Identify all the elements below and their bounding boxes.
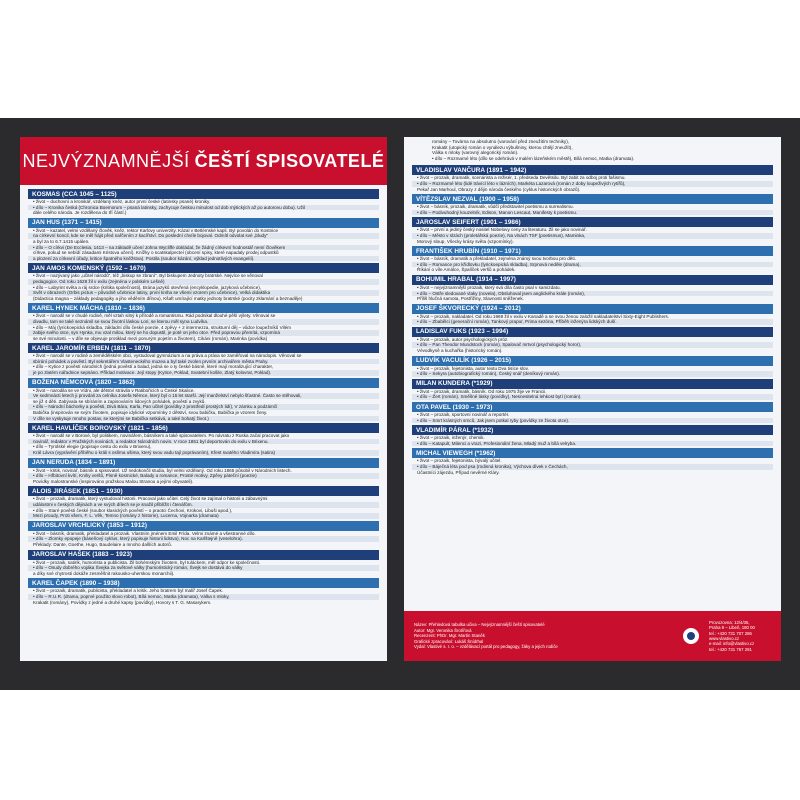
author-text-line: • život – prozaik, fejetonista, autor textu Dva tisíce slov. <box>417 365 529 371</box>
author-text-line: • dílo – R.U.R. (drama, poprvé použito slovo robot), Bílá nemoc, Matka (dramata), Válka s mloky, <box>28 594 379 600</box>
author-entry <box>28 458 379 485</box>
author-text-line: a byl za to 6.7.1415 upálen. <box>33 238 90 244</box>
author-text-line: • život – první a jediný český nositel Nobelovy ceny za literaturu. Žil se jako novinář. <box>417 227 587 233</box>
author-text-line: sbírání pohádek a pověstí. Byl sekretářem Vlasteneckého muzea a byl také zvolen prvním archivářem města Prahy. <box>28 359 379 365</box>
author-header: LUDVÍK VACULÍK (1926 – 2015) <box>412 356 773 366</box>
footer-line: Vydal: Vlastivé s. r. o. – vzdělávací portál pro pedagogy, žáky a jejich rodiče <box>414 644 558 650</box>
author-text-line: • život – prozaik, nakladatel. Od roku 1969 žil v exilu v Kanadě a se svou ženou založil nakladatelství Sixty-Eight Publishers. <box>417 313 670 319</box>
author-text-line: • dílo – Rozmarné léto (lidé trávící léto v lázních), Markéta Lazarová (román z doby loupeživých rytířů), <box>412 181 773 187</box>
footer-line: Recenzent: PhDr. Mgr. Martin Staněk <box>414 633 485 639</box>
author-header: ALOIS JIRÁSEK (1851 – 1930) <box>28 486 379 496</box>
author-text-line: • život – básník, dramatik a překladatel, zejména známý svou tvorbou pro děti. <box>417 256 576 262</box>
author-header: BOHUMIL HRABAL (1914 – 1997) <box>412 275 773 285</box>
author-entry <box>412 275 773 302</box>
publisher-logo-icon <box>683 628 699 644</box>
author-text-line: • dílo – Kytice z pověstí národních (jedná pověstí a balad, jedná se o ty české básně, které mají moralizující charakter, <box>33 364 274 370</box>
author-entry <box>412 379 773 400</box>
author-text-line: • dílo – Katapult, Milenci a vrazi, Profesionální žena, Mladý muž a bílá velryba. <box>412 441 773 447</box>
author-text-line: událostmi v českých dějinách a ve svých dílech se je snažil přiblížit i čtenářům. <box>28 502 379 508</box>
author-text-line: • dílo – Báječná léta pod psa (rodinná kronika), Výchova dívek v Čechách, <box>412 464 773 470</box>
author-text-line: pedagogice. Od roku 1628 žil v exilu (zejména v polském Lešně) <box>28 279 379 285</box>
author-text-line: Krakatit (romány), Povídky z jedné a druhé kapsy (povídky), Hovory s T. G. Masarykem. <box>33 599 212 605</box>
author-text-line: • dílo – Romance pro křídlovku (lyrickoepická skladba), Srpnová neděle (drama), <box>412 262 773 268</box>
author-entry <box>412 194 773 215</box>
author-header: JAN AMOS KOMENSKÝ (1592 – 1670) <box>28 263 379 273</box>
author-text-line: (Didactica magna – základy pedagogiky a jiho věděním dílnou), Kšaft umírající matky jednoty bratrské (pocity zklamání a beznaděje) <box>33 295 303 301</box>
author-text-line: • život – prozaik, fejetonista, bývalý učitel. <box>417 458 502 464</box>
author-text-line: Babička (inspirován se svým životem, popisuje idylické vzpomínky z dětství, svou babičku, Babička je vzorem ženy. <box>33 410 268 416</box>
author-text-line: • život – narodil se v Borové, byl politikem, novinářem, básníkem a také spisovatelem. Po návratu z Ruska začal pracovat jako <box>33 433 290 439</box>
title-bold: ČEŠTÍ SPISOVATELÉ <box>194 150 385 171</box>
author-text-line: • život – prozaik, dramatik, který vystudoval historii. Pracoval jako učitel. Celý život se zajímal o historii a zábavnými <box>33 496 268 502</box>
author-text-line: • dílo – Pan Theodor Mundstock (román), Spalovač mrtvol (psychologický horor), <box>412 342 773 348</box>
author-text-line: • dílo – O církvi (De Ecclesia, 1413 – na základě učení Johna Wycliffe dokládal, že žádný církevní hodnostář nemí člověkem <box>28 245 379 251</box>
author-text-line: a díky své chytrosti dokáže zesměšnit rakousko-uherskou monarchii). <box>33 570 175 576</box>
author-text-line: novinář, redaktor v Pražských novinách, a redaktor Národních novin. V roce 1851 byl deportován do exilu v Brixenu. <box>28 439 379 445</box>
author-header: MICHAL VIEWEGH (*1962) <box>412 448 773 458</box>
contact-line: Praha 9 – Libeň, 180 00 <box>709 625 755 631</box>
author-header: LADISLAV FUKS (1923 – 1994) <box>412 327 773 337</box>
author-text-line: • dílo – Tyrolské elegie (popisuje cestu do exilu v Brixenu), <box>33 444 152 450</box>
author-text-line: • život – kazatel, velmi vzdělaný člověk, kněz, rektor Karlovy univerzity. Kázal v Betlémské kapli. Byl povolán do Kostnice <box>33 227 279 233</box>
continuation-line: • dílo – Rozmarné léto (dílo se odehrává v malém lázeňském městě), Bílá nemoc, Matka (dramata). <box>432 155 635 161</box>
author-text-line: • život – prozaik, autor psychologických próz. <box>417 336 509 342</box>
author-text-line: • dílo – Hřbitovní kvítí, Knihy veršů, Písně kosmické, Balady a romance, Prosté motivy, Zpěvy páteční (poezie) <box>28 473 379 479</box>
footer-line: Autor: Mgr. Veronika Šrotířová <box>414 627 472 633</box>
author-text-line: • život – prozaik, inženýr, chemik. <box>417 435 485 441</box>
author-text-line: zabije svého otce, syn Hynka, mu vzal milou, který se ho dopustil, je poté on jeho otce. Před popravou přemítá, vzpomíná <box>28 330 379 336</box>
contact-line: tel.: +420 731 707 286 <box>709 630 752 636</box>
author-text-line: • život – nazývaný jako „učitel národů“, též „biskup se zbraní“. Byl biskupem Jednoty bratrské. Nejvíce se věnoval <box>33 273 263 279</box>
author-text-line: • život – narodil se v chudé rodině, měl vztah silný k přírodě a romantismu. Rád podnikal dlouhé pěší výlety. Věnoval se <box>33 313 276 319</box>
author-text-line: na církevní koncil, kde se měl hájit před nařčením z kacířství. Do poslední chvíle bojoval. Odmítl odvolat své „bludy“ <box>28 233 379 239</box>
author-header: KAREL JAROMÍR ERBEN (1811 – 1870) <box>28 343 379 353</box>
author-text-line: • život – prozaik, satirik, humorista a publicista. Žil bohémským životem, byl tuláckem, měl odpor ke společnosti. <box>33 559 261 565</box>
author-header: JAN NERUDA (1834 – 1891) <box>28 458 379 468</box>
author-entry <box>412 217 773 244</box>
author-entry <box>28 303 379 341</box>
author-header: VLADIMÍR PÁRAL (*1932) <box>412 425 773 435</box>
author-text-line: Mezi proudy, Proti všem, F. L. Věk, Temno (romány z historie), Lucerna, Vojnarka (dramata) <box>28 513 379 519</box>
author-entry <box>28 343 379 375</box>
author-text-line: • život – nejvýznamnější prozaik, který svá díla často psal v samizdatu. <box>417 284 561 290</box>
author-text-line: divadlu, tam se také seznámil se svou životní láskou Lori, se kterou měl syna Ludvíka. <box>28 319 379 325</box>
author-entry <box>412 402 773 423</box>
author-header: OTA PAVEL (1930 – 1973) <box>412 402 773 412</box>
author-entry <box>412 356 773 377</box>
page-title <box>20 137 387 185</box>
author-text-line: Pekař Jan Marhoul, Obrazy z dějin národa českého (cyklus historických obrazů). <box>417 186 581 192</box>
author-header: JAN HUS (1371 – 1415) <box>28 218 379 228</box>
author-text-line: Svět v obrazech (Orbis pictus – původně učebnice latiny, první kniha se všemi vzorem pro učebnice), Velká didaktika <box>28 290 379 296</box>
author-text-line: Povídky malostranské (inspirováno pražskou Malou Stranou a jejími obyvateli). <box>33 478 194 484</box>
author-text-line: Příliš hlučná samota, Postřižiny, Slavnosti sněženek. <box>417 296 524 302</box>
author-entry <box>28 578 379 605</box>
author-entry <box>412 165 773 192</box>
author-text-line: Vévodkyně a kuchařka (historický román). <box>417 348 503 354</box>
author-header: MILAN KUNDERA (*1929) <box>412 379 773 389</box>
author-text-line: • dílo – Ostře sledované vlaky (novela), Obsluhoval jsem anglického krále (román), <box>412 291 773 297</box>
author-text-line: • život – básník, dramatik, překladatel a prozaik. Vlastním jménem Emil Frída. Velmi známé a všestranné dílo. <box>33 530 256 536</box>
author-text-line: Morový sloup, Všecky krásy světa (vzpomínky). <box>417 238 514 244</box>
author-entry <box>412 327 773 354</box>
author-entry <box>28 550 379 577</box>
author-text-line: • dílo – Podivuhodný kouzelník, Edison, Manon Lescaut, Manifesty k poetismu. <box>412 210 773 216</box>
author-text-line: • dílo – Sekyra (autobiografický román), Český snář (deníkový román). <box>412 371 773 377</box>
footer-line: Název: Přehledová tabulka učiva – Nejvýznamnější čeští spisovatelé <box>414 622 545 628</box>
title-light: NEJVÝZNAMNĚJŠÍ <box>22 150 190 171</box>
author-text-line: • dílo – Labyrint světa a ráj srdce (kritika společnosti), Brána jazyků otevřená (encyklopedie, jazyková učebnice), <box>33 284 262 290</box>
contact-line: tel.: +420 731 767 291 <box>709 646 752 652</box>
author-entry <box>28 486 379 518</box>
author-text-line: V díle se vyskytuje mnoho postav, se kterými se Babička setkává, a také bohatý život.) <box>28 416 379 422</box>
author-text-line: • dílo – Zlomky epopeje (báseňový cyklus, který popisuje historii lidstva), Noc na Karlštejně (veselohra). <box>28 536 379 542</box>
author-text-line: • dílo – Kronika česká (Chronica Boemorum – psaná latinsky, zachycuje českou minulost od dob mýtických až po autorovu dobu). Užil <box>28 205 379 211</box>
contact-line: www.vlastivo.cz <box>709 636 740 641</box>
author-entry <box>412 304 773 325</box>
author-entry <box>28 378 379 422</box>
author-text-line: • dílo – Národní báchorky a pověsti, Divá Bára, Karla, Pan učitel (povídky z prostředí prostých lidí), V zámku a podzámčí <box>28 404 379 410</box>
author-text-line: • život – kritik, novinář, básník a spisovatel. Už nedokončil studia, byl velmi vzdělaný. Od roku 1865 působil v Národních listech. <box>33 467 292 473</box>
author-entry <box>28 423 379 455</box>
author-text-line: • život – básník, prozaik, dramatik, vůdčí představitel poetismu a surrealismu. <box>417 204 574 210</box>
author-header: JAROSLAV VRCHLICKÝ (1853 – 1912) <box>28 521 379 531</box>
author-text-line: se již 4 děti. Zabývala se sbíráním a zapisováním lidových pohádek, pověstí a zvyků. <box>33 398 206 404</box>
contact-line: Provozovna: 12/4/35, <box>709 619 750 625</box>
author-header: KAREL HYNEK MÁCHA (1810 – 1836) <box>28 303 379 313</box>
author-header: KOSMAS (CCA 1045 – 1125) <box>28 189 379 199</box>
right-intro <box>404 137 781 161</box>
author-text-line: • život – prozaik, dramatik, básník. Od roku 1975 žije ve Francii. <box>417 388 547 394</box>
author-header: JOSEF ŠKVORECKÝ (1924 – 2012) <box>412 304 773 314</box>
author-text-line: • život – prozaik, sportovní novinář a reportér. <box>417 412 510 418</box>
author-text-line: • dílo – Město v slzách (proletářská poezie), Na vlnách TSF (poetismus), Maminka, <box>412 233 773 239</box>
author-header: JAROSLAV SEIFERT (1901 – 1986) <box>412 217 773 227</box>
author-header: FRANTIŠEK HRUBÍN (1910 – 1971) <box>412 246 773 256</box>
author-entry <box>28 189 379 216</box>
footer-contact <box>709 620 771 652</box>
author-header: KAREL HAVLÍČEK BOROVSKÝ (1821 – 1856) <box>28 423 379 433</box>
author-text-line: a plození za církevní úřady, kritice špatného kněžstva). Postila (soubor kázání, výklad jednotlivých evangelií). <box>28 256 379 262</box>
author-text-line: • život – narodil se v rodině a zemědělském obci, vystudoval gymnázium a na práva a práva se zaměřoval na národopis. Věnoval se <box>33 353 302 359</box>
poster-right-page <box>404 137 781 661</box>
author-header: VLADISLAV VANČURA (1891 – 1942) <box>412 165 773 175</box>
author-text-line: se své minulosti. – v díle se objevuje protiklad mezi ponurým pojetím a životem), Cikáni (román), Marinka (povídka) <box>33 335 268 341</box>
author-header: VÍTĚZSLAV NEZVAL (1900 – 1958) <box>412 194 773 204</box>
author-text-line: • dílo – Zbabělci (generační román), Tankový prapor, Prima sezóna, Příběh inženýra lidských duší. <box>412 319 773 325</box>
author-text-line: • dílo – Staré pověsti české (soubor klasických pověstí – o praotci Čechovi, Krokovi, Libuši apod.), <box>33 507 233 513</box>
author-text-line: • život – prozaik, dramatik, scenárista a režisér, 1. předseda Devětsilu. Byl zabit za odboj proti fašismu. <box>417 175 626 181</box>
poster-left-page <box>20 137 387 661</box>
continuation-line: Krakatit (utopický román o vynálezu výbušniny, kterou chtějí zneužít), <box>432 144 573 150</box>
author-header: KAREL ČAPEK (1890 – 1938) <box>28 578 379 588</box>
author-text-line: dále celého národa. Je rozdělena do tří částí.) <box>33 210 127 216</box>
author-text-line: Král Lávra (vyprávění příběhu o králi s oslíma ušima, který svou vadu tají poprávaním), Křest svatého Vladimíra (satira) <box>28 450 379 456</box>
author-text-line: Překlady: Dante, Goethe, Hugo, Baudelaire a mnoho dalších autorů. <box>33 541 172 547</box>
author-text-line: • dílo – Osudy dobrého vojáka Švejka za světové války (humoristický román, Švejk se dostává do války <box>28 565 379 571</box>
footer <box>404 611 781 661</box>
left-entries <box>20 185 387 605</box>
author-text-line: • život – prozaik, dramatik, publicista, překladatel a kritik. Jeho bratrem byl malíř Josef Čapek. <box>33 588 224 594</box>
author-text-line: Ve sedmnácti letech ji provdali za celníka Josefa Němce, který byl o 15 let starší. Její manželství nebylo šťastné. Často se stěhovali, <box>28 393 379 399</box>
continuation-line: romány – Továrna na absolutno (varování před zneužitím techniky), <box>432 139 570 144</box>
author-header: BOŽENA NĚMCOVÁ (1820 – 1862) <box>28 378 379 388</box>
right-entries <box>404 161 781 475</box>
author-text-line: Účastníci zájezdu, Případ nevěrné Kláry. <box>417 469 500 475</box>
author-text-line: • dílo – Smrt krásných srnců, Jak jsem potkal ryby (povídky ze života otce). <box>412 418 773 424</box>
footer-line: Grafické zpracování: Lukáš Šnídrhal <box>414 638 484 644</box>
author-text-line: • život – narodila se ve Vídni, ale dětství strávila v Ratibořicích u České Skalice. <box>33 387 195 393</box>
author-text-line: • dílo – Máj (lyrickoepická skladba, základní dílo české poezie, 4 zpěvy + 2 intermezza, strukturní děj – vůdce loupežníků Vilém <box>33 324 292 330</box>
contact-line: e-mail: info@vlastivo.cz <box>709 641 755 647</box>
author-entry <box>412 448 773 475</box>
author-entry <box>28 521 379 548</box>
author-entry <box>28 263 379 301</box>
author-entry <box>28 218 379 262</box>
author-text-line: je po zlatém nářadnice sepsáno. Příklad motivace. Její stopy (Kytice, Poklad, Svatební košile, Zlatý kolovrat, Poklad). <box>28 370 379 376</box>
author-entry <box>412 425 773 446</box>
author-text-line: • dílo – Žert (román), Směšné lásky (povídky), Nesnesitelná lehkost bytí (román). <box>412 394 773 400</box>
footer-credits <box>414 622 673 649</box>
author-text-line: Říkání o víle Amálce, Špalíček veršů a pohádek. <box>417 267 516 273</box>
continuation-line: Válka s mloky (varovný alegorický román). <box>432 150 519 156</box>
author-header: JAROSLAV HAŠEK (1883 – 1923) <box>28 550 379 560</box>
author-text-line: • život – duchovní a kronikář, vzdělaný kněz, autor první české (latinsky psané) kroniky. <box>33 199 211 204</box>
author-text-line: církve, pokud se nebídí zásadami Kristova učení). Knížky o scatskalpecteí (obcení spisy, které napadaly prodej odpustků <box>33 250 279 256</box>
author-entry <box>412 246 773 273</box>
